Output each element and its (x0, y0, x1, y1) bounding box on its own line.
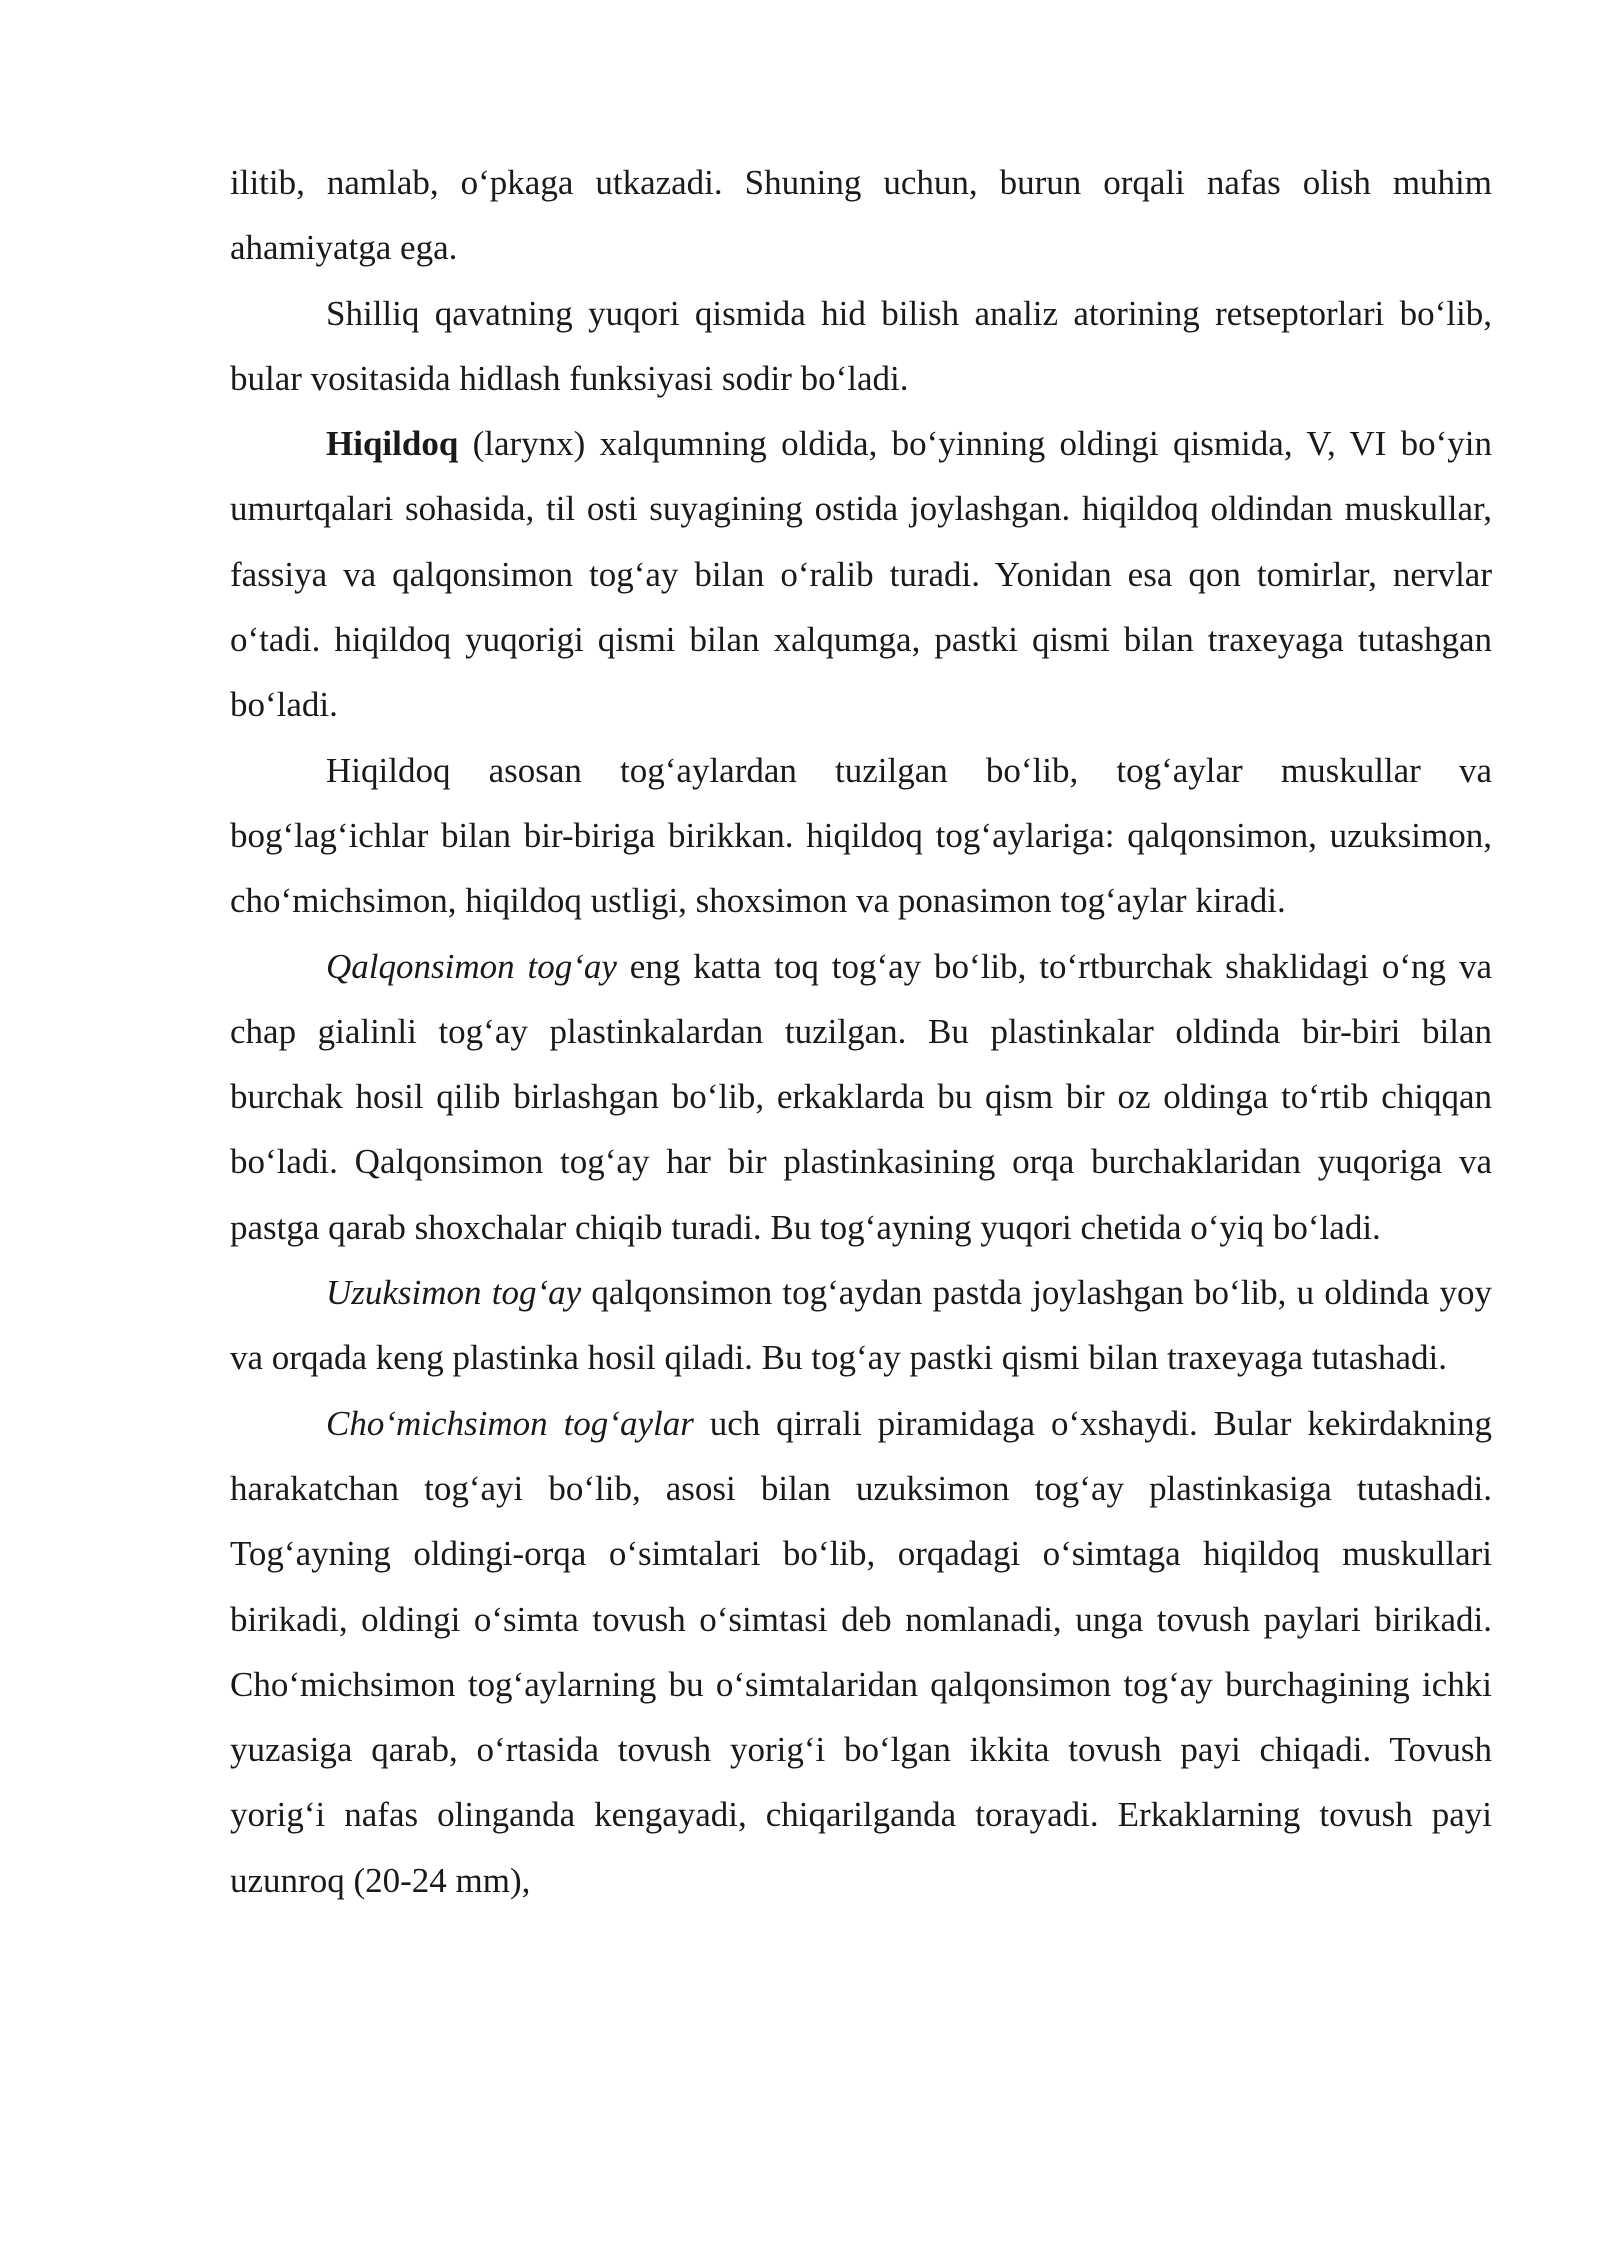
paragraph-text: Hiqildoq asosan tog‘aylardan tuzilgan bo‘lib, tog‘aylar muskullar va bog‘lag‘ichlar bilan bir-biriga birikkan. hiqildoq tog‘aylariga: qalqonsimon, uzuksimon, cho‘michsimon, hiqildoq ustligi, shoxsimon va ponasimon tog‘aylar kiradi. (230, 750, 1492, 921)
paragraph-text: qalqonsimon tog‘aydan pastda joylashgan bo‘lib, u oldinda yoy va orqada keng plastinka hosil qiladi. Bu tog‘ay pastki qismi bilan traxeyaga tutashadi. (230, 1273, 1493, 1378)
italic-term: Uzuksimon tog‘ay (326, 1273, 582, 1313)
paragraph-text: (larynx) xalqumning oldida, bo‘yinning oldingi qismida, V, VI bo‘yin umurtqalari sohasida, til osti suyagining ostida joylashgan. hiqildoq oldindan muskullar, fassiya va qalqonsimon tog‘ay bilan o‘ralib turadi. Yonidan esa qon tomirlar, nervlar o‘tadi. hiqildoq yuqorigi qismi bilan xalqumga, pastki qismi bilan traxeyaga tutashgan bo‘ladi. (230, 424, 1492, 725)
bold-term: Hiqildoq (326, 424, 459, 464)
paragraph-text: Shilliq qavatning yuqori qismida hid bilish analiz atorining retseptorlari bo‘lib, bular vositasida hidlash funksiyasi sodir bo‘ladi. (230, 293, 1492, 398)
italic-term: Qalqonsimon tog‘ay (326, 946, 617, 986)
paragraph-text: uch qirrali piramidaga o‘xshaydi. Bular kekirdakning harakatchan tog‘ayi bo‘lib, asosi bilan uzuksimon tog‘ay plastinkasiga tutashadi. Tog‘ayning oldingi-orqa o‘simtalari bo‘lib, orqadagi o‘simtaga hiqildoq muskullari birikadi, oldingi o‘simta tovush o‘simtasi deb nomlanadi, unga tovush paylari birikadi. Cho‘michsimon tog‘aylarning bu o‘simtalaridan qalqonsimon tog‘ay burchagining ichki yuzasiga qarab, o‘rtasida tovush yorig‘i bo‘lgan ikkita tovush payi chiqadi. Tovush yorig‘i nafas olinganda kengayadi, chiqarilganda torayadi. Erkaklarning tovush payi uzunroq (20-24 mm), (230, 1403, 1492, 1900)
paragraph-smell-receptors (230, 281, 1492, 412)
paragraph-arytenoid-cartilages (230, 1391, 1492, 1913)
paragraph-cricoid-cartilage (230, 1260, 1492, 1391)
paragraph-larynx (230, 411, 1492, 737)
paragraph-text: eng katta toq tog‘ay bo‘lib, to‘rtburchak shaklidagi o‘ng va chap gialinli tog‘ay plastinkalardan tuzilgan. Bu plastinkalar oldinda bir-biri bilan burchak hosil qilib birlashgan bo‘lib, erkaklarda bu qism bir oz oldinga to‘rtib chiqqan bo‘ladi. Qalqonsimon tog‘ay har bir plastinkasining orqa burchaklaridan yuqoriga va pastga qarab shoxchalar chiqib turadi. Bu tog‘ayning yuqori chetida o‘yiq bo‘ladi. (230, 946, 1492, 1247)
paragraph-cartilages (230, 738, 1492, 934)
paragraph-text: ilitib, namlab, o‘pkaga utkazadi. Shuning uchun, burun orqali nafas olish muhim ahamiyatga ega. (230, 163, 1492, 268)
italic-term: Cho‘michsimon tog‘aylar (326, 1403, 694, 1443)
paragraph-thyroid-cartilage (230, 934, 1492, 1260)
paragraph-continuation (230, 150, 1492, 281)
document-page (230, 150, 1492, 1913)
